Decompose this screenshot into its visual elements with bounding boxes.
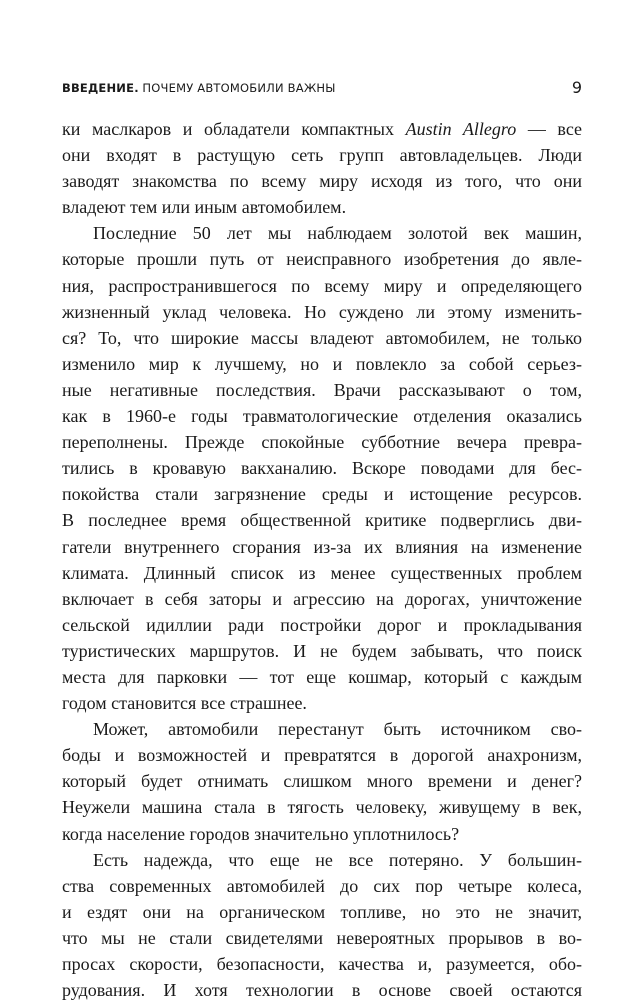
text-run: покойства стали загрязнение среды и истощение ресурсов. <box>62 484 582 505</box>
text-line <box>62 664 582 690</box>
text-run: включает в себя заторы и агрессию на дорогах, уничтожение <box>62 588 582 609</box>
text-line <box>62 690 582 716</box>
italic-text: Austin Allegro <box>405 119 517 139</box>
text-line <box>62 716 582 742</box>
text-run: изменило мир к лучшему, но и повлекло за собой серьез- <box>62 353 582 374</box>
text-line <box>62 794 582 820</box>
text-run: когда население городов значительно уплотнилось? <box>62 823 460 844</box>
text-line <box>62 403 582 429</box>
paragraph <box>62 116 582 220</box>
text-run: и ездят они на органическом топливе, но это не значит, <box>62 901 582 922</box>
text-line <box>62 742 582 768</box>
text-line <box>62 638 582 664</box>
text-line <box>62 455 582 481</box>
paragraph <box>62 220 582 716</box>
text-line <box>62 142 582 168</box>
text-line <box>62 273 582 299</box>
text-run: ства современных автомобилей до сих пор четыре колеса, <box>62 875 582 896</box>
text-line <box>62 351 582 377</box>
text-line <box>62 586 582 612</box>
text-run: как в 1960-е годы травматологические отделения оказались <box>62 406 582 427</box>
text-run: боды и возможностей и превратятся в дорогой анахронизм, <box>62 745 582 766</box>
running-header <box>62 76 582 100</box>
text-line <box>62 168 582 194</box>
text-run: гатели внутреннего сгорания из-за их влияния на изменение <box>62 536 582 557</box>
text-run: просах скорости, безопасности, качества и, разумеется, обо- <box>62 954 582 974</box>
text-run: они входят в растущую сеть групп автовладельцев. Люди <box>62 145 582 166</box>
text-run: — все <box>516 119 582 139</box>
text-line <box>62 507 582 533</box>
page-number: 9 <box>571 78 582 97</box>
text-line <box>62 481 582 507</box>
paragraph <box>62 847 582 1003</box>
text-line <box>62 220 582 246</box>
text-run: заводят знакомства по всему миру исходя из того, что они <box>62 171 582 192</box>
text-run: годом становится все страшнее. <box>62 693 307 714</box>
text-run: который будет отнимать слишком много времени и денег? <box>62 771 582 792</box>
text-run: ки маслкаров и обладатели компактных <box>62 119 406 139</box>
text-line <box>62 325 582 351</box>
text-run: владеют тем или иным автомобилем. <box>62 197 347 218</box>
text-line <box>62 194 582 220</box>
text-line <box>62 951 582 977</box>
text-run: тились в кровавую вакханалию. Вскоре поводами для бес- <box>62 458 582 479</box>
text-run: которые прошли путь от неисправного изобретения до явле- <box>62 249 582 270</box>
text-line <box>62 847 582 873</box>
paragraph <box>62 716 582 846</box>
text-line <box>62 977 582 1003</box>
text-run: Неужели машина стала в тягость человеку, живущему в век, <box>62 797 582 818</box>
text-run: Есть надежда, что еще не все потеряно. У большин- <box>93 849 582 870</box>
text-line <box>62 873 582 899</box>
text-run: что мы не стали свидетелями невероятных прорывов в во- <box>62 927 582 948</box>
text-line <box>62 821 582 847</box>
text-run: ные негативные последствия. Врачи рассказывают о том, <box>62 379 582 400</box>
text-line <box>62 246 582 272</box>
text-run: сельской идиллии ради постройки дорог и прокладывания <box>62 614 582 635</box>
text-line <box>62 116 582 142</box>
text-run: рудования. И хотя технологии в основе своей остаются <box>62 980 582 1001</box>
text-run: туристических маршрутов. И не будем забывать, что поиск <box>62 640 582 661</box>
text-line <box>62 560 582 586</box>
chapter-title: ПОЧЕМУ АВТОМОБИЛИ ВАЖНЫ <box>142 81 336 95</box>
body-text <box>62 116 582 1003</box>
text-line <box>62 299 582 325</box>
text-run: жизненный уклад человека. Но суждено ли этому изменить- <box>62 301 582 322</box>
text-line <box>62 534 582 560</box>
text-run: Может, автомобили перестанут быть источником сво- <box>93 719 582 740</box>
section-label: ВВЕДЕНИЕ. <box>62 81 139 95</box>
text-line <box>62 768 582 794</box>
text-line <box>62 899 582 925</box>
text-line <box>62 377 582 403</box>
text-run: климата. Длинный список из менее существенных проблем <box>62 562 582 583</box>
text-line <box>62 925 582 951</box>
text-run: Последние 50 лет мы наблюдаем золотой век машин, <box>93 223 582 244</box>
text-run: ния, распространившегося по всему миру и определяющего <box>62 275 582 296</box>
text-run: В последнее время общественной критике подверглись дви- <box>62 510 582 531</box>
text-line <box>62 429 582 455</box>
text-run: ся? То, что широкие массы владеют автомобилем, не только <box>62 327 582 348</box>
text-line <box>62 612 582 638</box>
text-run: места для парковки — тот еще кошмар, который с каждым <box>62 666 582 687</box>
text-run: переполнены. Прежде спокойные субботние вечера превра- <box>62 432 582 453</box>
